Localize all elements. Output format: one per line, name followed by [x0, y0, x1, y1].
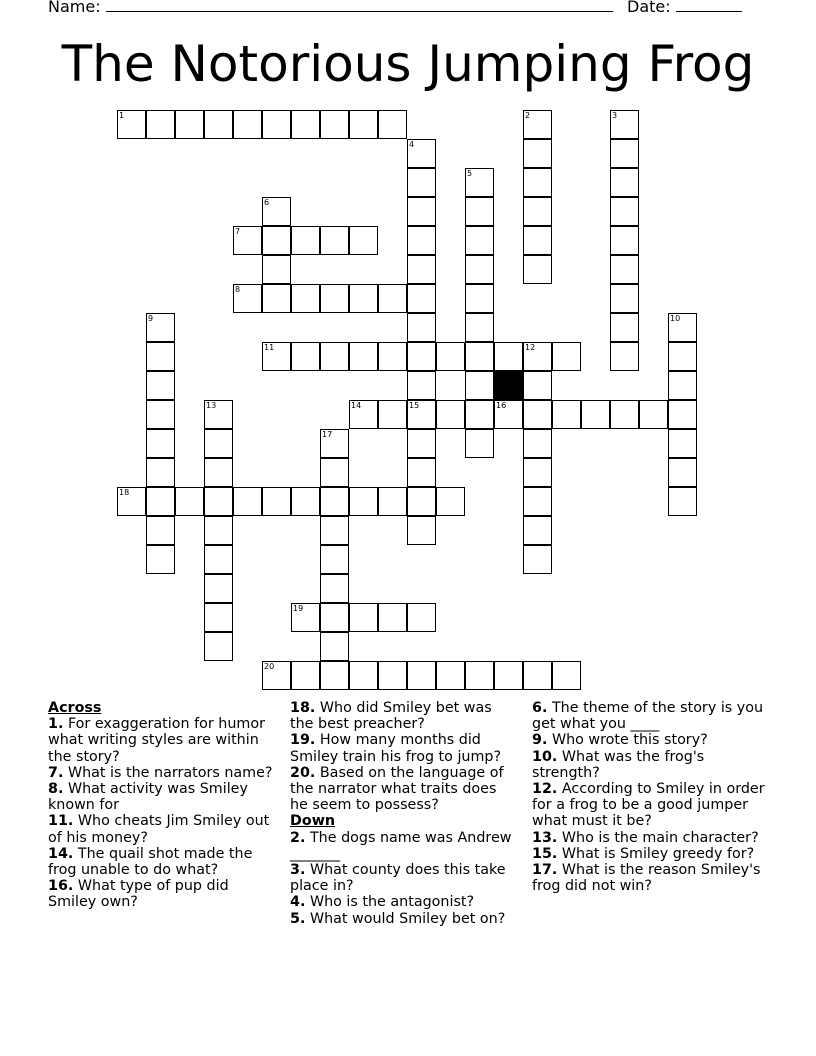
grid-cell[interactable]	[146, 342, 175, 371]
grid-cell[interactable]	[204, 574, 233, 603]
grid-cell[interactable]	[552, 342, 581, 371]
grid-cell[interactable]	[320, 110, 349, 139]
across-clue-8: 8. What activity was Smiley known for	[48, 781, 248, 814]
grid-cell[interactable]	[320, 458, 349, 487]
grid-cell[interactable]	[436, 400, 465, 429]
down-clue-3: 3. What county does this take place in?	[290, 862, 506, 895]
down-heading: Down	[290, 813, 336, 830]
grid-cell[interactable]	[610, 313, 639, 342]
grid-cell[interactable]	[523, 400, 552, 429]
grid-cell[interactable]	[407, 255, 436, 284]
clue-number: 16	[496, 401, 507, 410]
clue-number: 6	[264, 198, 270, 207]
grid-cell[interactable]	[204, 400, 233, 429]
across-clue-18: 18. Who did Smiley bet was the best preacher?	[290, 700, 492, 733]
grid-cell[interactable]	[146, 516, 175, 545]
grid-cell[interactable]	[262, 255, 291, 284]
grid-cell[interactable]	[407, 226, 436, 255]
grid-cell[interactable]	[407, 661, 436, 690]
grid-cell[interactable]	[378, 110, 407, 139]
clues-column-2	[290, 700, 515, 927]
grid-cell[interactable]	[349, 603, 378, 632]
grid-cell[interactable]	[610, 400, 639, 429]
grid-cell[interactable]	[407, 139, 436, 168]
grid-cell[interactable]	[320, 603, 349, 632]
grid-cell[interactable]	[407, 284, 436, 313]
grid-cell[interactable]	[204, 429, 233, 458]
grid-cell[interactable]	[552, 400, 581, 429]
grid-cell[interactable]	[610, 255, 639, 284]
grid-cell[interactable]	[291, 603, 320, 632]
grid-cell[interactable]	[610, 342, 639, 371]
grid-cell[interactable]	[668, 313, 697, 342]
grid-cell[interactable]	[262, 197, 291, 226]
down-clue-15: 15. What is Smiley greedy for?	[532, 845, 755, 862]
grid-cell[interactable]	[378, 487, 407, 516]
grid-cell[interactable]	[378, 342, 407, 371]
grid-cell[interactable]	[233, 226, 262, 255]
grid-cell[interactable]	[291, 110, 320, 139]
grid-cell[interactable]	[146, 313, 175, 342]
grid-cell[interactable]	[146, 400, 175, 429]
grid-cell[interactable]	[407, 458, 436, 487]
clue-number: 5	[467, 169, 473, 178]
grid-cell[interactable]	[523, 371, 552, 400]
grid-cell[interactable]	[262, 226, 291, 255]
grid-cell[interactable]	[465, 226, 494, 255]
down-clue-2: 2. The dogs name was Andrew _______	[290, 829, 512, 862]
grid-cell[interactable]	[117, 487, 146, 516]
across-clue-16: 16. What type of pup did Smiley own?	[48, 878, 229, 911]
black-square	[494, 371, 523, 400]
clue-number: 7	[235, 227, 241, 236]
grid-cell[interactable]	[233, 487, 262, 516]
grid-cell[interactable]	[668, 429, 697, 458]
clue-number: 11	[264, 343, 275, 352]
grid-cell[interactable]	[349, 110, 378, 139]
grid-cell[interactable]	[465, 168, 494, 197]
page-title: The Notorious Jumping Frog	[61, 35, 755, 93]
grid-cell[interactable]	[349, 226, 378, 255]
clue-number: 3	[612, 111, 618, 120]
grid-cell[interactable]	[407, 516, 436, 545]
clue-number: 4	[409, 140, 415, 149]
clue-number: 2	[525, 111, 531, 120]
across-heading: Across	[48, 700, 102, 716]
down-clue-6: 6. The theme of the story is you get what you ____	[532, 700, 764, 733]
clues-column-1	[48, 700, 280, 911]
grid-cell[interactable]	[349, 400, 378, 429]
grid-cell[interactable]	[610, 197, 639, 226]
down-clue-4: 4. Who is the antagonist?	[290, 894, 475, 911]
date-label: Date:	[627, 0, 671, 16]
grid-cell[interactable]	[407, 197, 436, 226]
clues-column-3	[532, 700, 768, 894]
grid-cell[interactable]	[494, 661, 523, 690]
grid-cell[interactable]	[494, 342, 523, 371]
grid-cell[interactable]	[523, 545, 552, 574]
grid-cell[interactable]	[320, 487, 349, 516]
grid-cell[interactable]	[523, 110, 552, 139]
grid-cell[interactable]	[378, 400, 407, 429]
down-clue-5: 5. What would Smiley bet on?	[290, 910, 506, 927]
grid-cell[interactable]	[407, 371, 436, 400]
grid-cell[interactable]	[465, 342, 494, 371]
grid-cell[interactable]	[262, 284, 291, 313]
grid-cell[interactable]	[523, 516, 552, 545]
grid-cell[interactable]	[610, 284, 639, 313]
grid-cell[interactable]	[291, 226, 320, 255]
clue-number: 17	[322, 430, 333, 439]
grid-cell[interactable]	[378, 284, 407, 313]
clue-number: 15	[409, 401, 420, 410]
name-field	[48, 0, 613, 16]
grid-cell[interactable]	[465, 429, 494, 458]
grid-cell[interactable]	[378, 661, 407, 690]
grid-cell[interactable]	[204, 110, 233, 139]
date-blank[interactable]	[676, 0, 742, 12]
grid-cell[interactable]	[349, 661, 378, 690]
grid-cell[interactable]	[523, 255, 552, 284]
down-clue-12: 12. According to Smiley in order for a frog to be a good jumper what must it be?	[532, 781, 765, 830]
grid-cell[interactable]	[668, 371, 697, 400]
grid-cell[interactable]	[610, 139, 639, 168]
clue-number: 20	[264, 662, 275, 671]
grid-cell[interactable]	[146, 545, 175, 574]
grid-cell[interactable]	[262, 342, 291, 371]
grid-cell[interactable]	[407, 313, 436, 342]
grid-cell[interactable]	[378, 603, 407, 632]
grid-cell[interactable]	[465, 371, 494, 400]
grid-cell[interactable]	[465, 197, 494, 226]
grid-cell[interactable]	[494, 400, 523, 429]
grid-cell[interactable]	[204, 632, 233, 661]
grid-cell[interactable]	[204, 603, 233, 632]
grid-cell[interactable]	[320, 632, 349, 661]
grid-cell[interactable]	[175, 110, 204, 139]
grid-cell[interactable]	[407, 400, 436, 429]
grid-cell[interactable]	[523, 487, 552, 516]
grid-cell[interactable]	[407, 429, 436, 458]
grid-cell[interactable]	[291, 661, 320, 690]
grid-cell[interactable]	[349, 284, 378, 313]
grid-cell[interactable]	[262, 661, 291, 690]
name-blank[interactable]	[106, 0, 613, 12]
grid-cell[interactable]	[320, 545, 349, 574]
grid-cell[interactable]	[407, 603, 436, 632]
grid-cell[interactable]	[668, 458, 697, 487]
grid-cell[interactable]	[320, 226, 349, 255]
down-clue-9: 9. Who wrote this story?	[532, 732, 708, 749]
grid-cell[interactable]	[204, 545, 233, 574]
down-clue-13: 13. Who is the main character?	[532, 829, 759, 846]
grid-cell[interactable]	[465, 284, 494, 313]
grid-cell[interactable]	[320, 574, 349, 603]
grid-cell[interactable]	[523, 168, 552, 197]
grid-cell[interactable]	[436, 661, 465, 690]
grid-cell[interactable]	[233, 284, 262, 313]
clue-number: 14	[351, 401, 362, 410]
grid-cell[interactable]	[349, 487, 378, 516]
grid-cell[interactable]	[320, 284, 349, 313]
date-field	[627, 0, 742, 16]
grid-cell[interactable]	[523, 661, 552, 690]
grid-cell[interactable]	[262, 487, 291, 516]
grid-cell[interactable]	[117, 110, 146, 139]
grid-cell[interactable]	[465, 255, 494, 284]
grid-cell[interactable]	[146, 458, 175, 487]
across-clue-1: 1. For exaggeration for humor what writing styles are within the story?	[48, 716, 265, 765]
grid-cell[interactable]	[610, 226, 639, 255]
clue-number: 13	[206, 401, 217, 410]
clue-number: 8	[235, 285, 241, 294]
clue-number: 12	[525, 343, 536, 352]
clue-number: 10	[670, 314, 681, 323]
down-clue-10: 10. What was the frog's strength?	[532, 748, 705, 781]
grid-cell[interactable]	[436, 487, 465, 516]
grid-cell[interactable]	[610, 110, 639, 139]
grid-cell[interactable]	[175, 487, 204, 516]
across-clue-14: 14. The quail shot made the frog unable to do what?	[48, 845, 253, 879]
grid-cell[interactable]	[291, 284, 320, 313]
grid-cell[interactable]	[610, 168, 639, 197]
grid-cell[interactable]	[320, 661, 349, 690]
clue-number: 9	[148, 314, 154, 323]
grid-cell[interactable]	[639, 400, 668, 429]
across-clue-20: 20. Based on the language of the narrator what traits does he seem to possess?	[290, 764, 504, 814]
grid-cell[interactable]	[523, 458, 552, 487]
grid-cell[interactable]	[668, 400, 697, 429]
clue-number: 19	[293, 604, 304, 613]
grid-cell[interactable]	[146, 110, 175, 139]
grid-cell[interactable]	[320, 342, 349, 371]
grid-cell[interactable]	[407, 342, 436, 371]
grid-cell[interactable]	[407, 168, 436, 197]
across-clue-11: 11. Who cheats Jim Smiley out of his money?	[48, 813, 270, 846]
grid-cell[interactable]	[407, 487, 436, 516]
grid-cell[interactable]	[349, 342, 378, 371]
grid-cell[interactable]	[262, 110, 291, 139]
grid-cell[interactable]	[668, 342, 697, 371]
grid-cell[interactable]	[233, 110, 262, 139]
grid-cell[interactable]	[465, 313, 494, 342]
grid-cell[interactable]	[465, 661, 494, 690]
grid-cell[interactable]	[465, 400, 494, 429]
grid-cell[interactable]	[320, 429, 349, 458]
grid-cell[interactable]	[320, 516, 349, 545]
grid-cell[interactable]	[436, 342, 465, 371]
grid-cell[interactable]	[146, 487, 175, 516]
clue-number: 1	[119, 111, 125, 120]
grid-cell[interactable]	[291, 487, 320, 516]
grid-cell[interactable]	[523, 429, 552, 458]
grid-cell[interactable]	[204, 487, 233, 516]
grid-cell[interactable]	[668, 487, 697, 516]
grid-cell[interactable]	[291, 342, 320, 371]
grid-cell[interactable]	[146, 429, 175, 458]
grid-cell[interactable]	[552, 661, 581, 690]
grid-cell[interactable]	[523, 197, 552, 226]
grid-cell[interactable]	[581, 400, 610, 429]
name-label: Name:	[48, 0, 101, 16]
across-clue-19: 19. How many months did Smiley train his frog to jump?	[290, 732, 502, 765]
grid-cell[interactable]	[523, 139, 552, 168]
across-clue-7: 7. What is the narrators name?	[48, 764, 273, 781]
grid-cell[interactable]	[204, 516, 233, 545]
grid-cell[interactable]	[204, 458, 233, 487]
clue-number: 18	[119, 488, 130, 497]
grid-cell[interactable]	[146, 371, 175, 400]
down-clue-17: 17. What is the reason Smiley's frog did not win?	[532, 862, 761, 895]
grid-cell[interactable]	[523, 342, 552, 371]
grid-cell[interactable]	[523, 226, 552, 255]
